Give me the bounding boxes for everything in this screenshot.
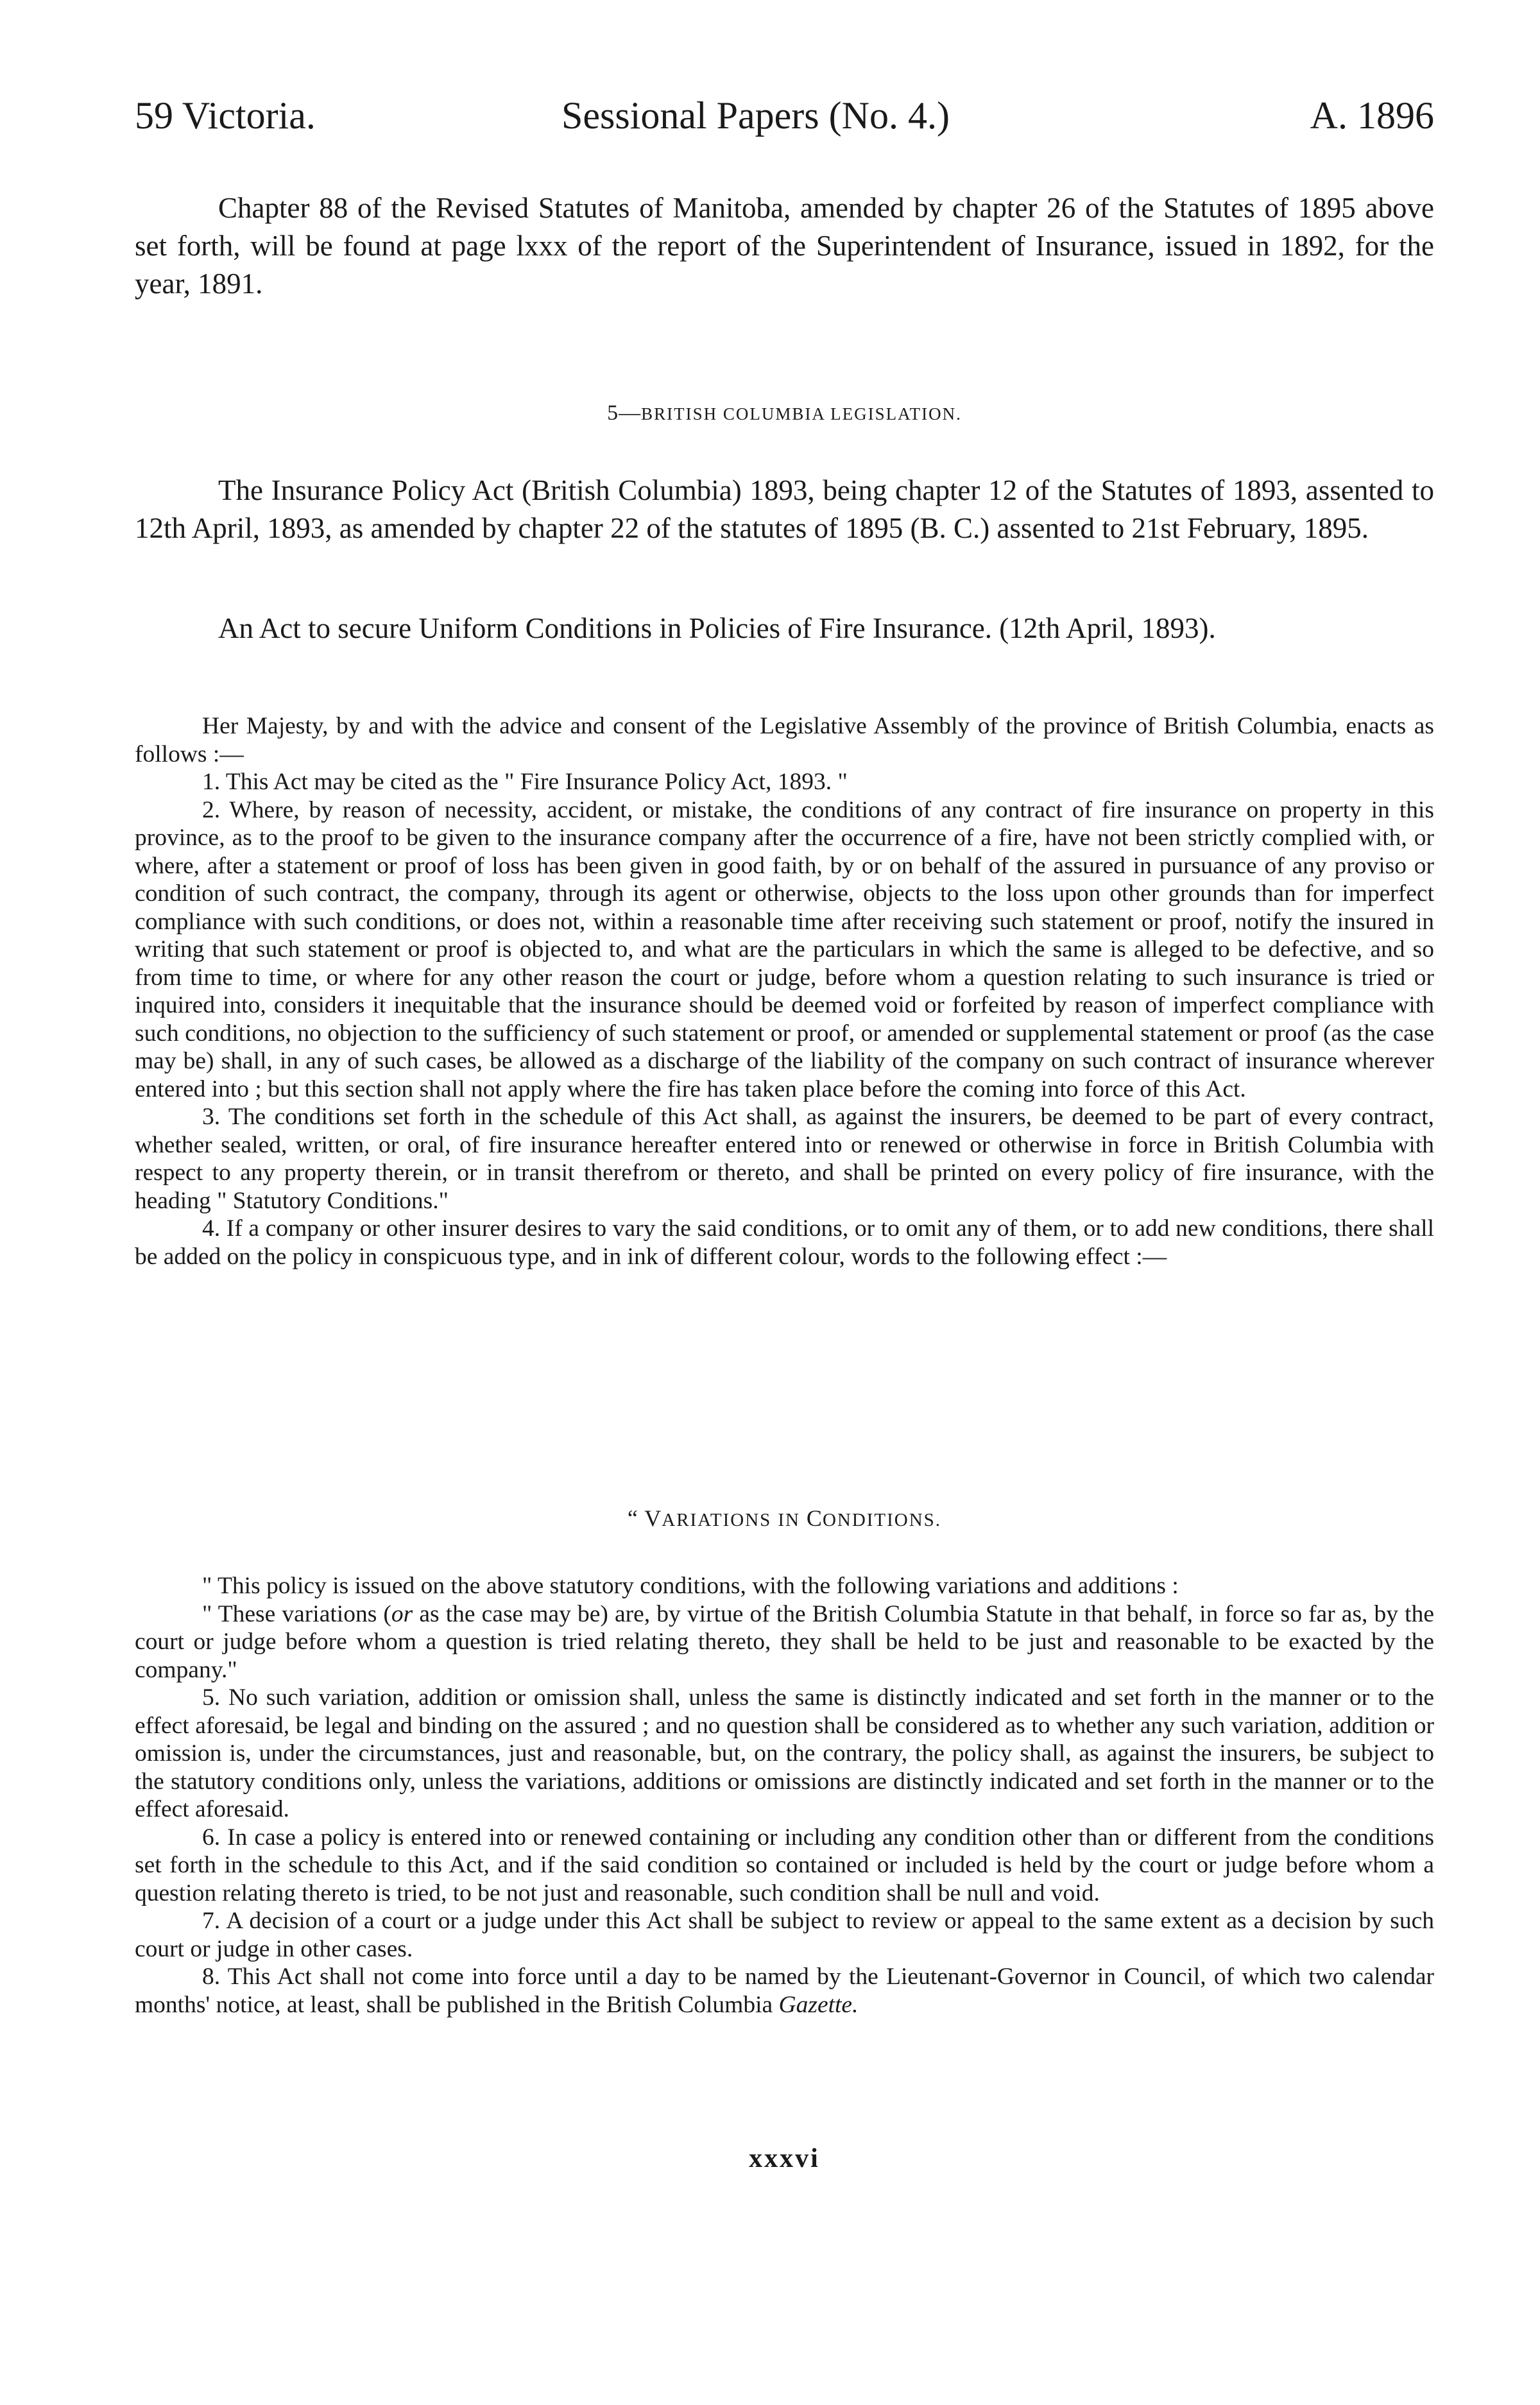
variations-word1-rest: ARIATIONS (662, 1510, 772, 1530)
running-header (135, 90, 1434, 141)
section-8-text: 8. This Act shall not come into force until a day to be named by the Lieutenant-Governor in Council, of which two calendar months' notice, at least, shall be published in the British Columbia (135, 1964, 1434, 2018)
section-8 (135, 1963, 1434, 2019)
act-title-block (135, 610, 1434, 647)
intro-paragraph-block (135, 189, 1434, 303)
variation-clause-2-start: " These variations ( (202, 1600, 391, 1627)
section-2: 2. Where, by reason of necessity, accident, or mistake, the conditions of any contract of fire insurance on property in this province, as to the proof to be given to the insurance company after the occurrence of a fire, have not been strictly complied with, or where, after a statement or proof of loss has been given in good faith, by or on behalf of the assured in pursuance of any proviso or condition of such contract, the company, through its agent or otherwise, objects to the loss upon other grounds than for imperfect compliance with such conditions, or does not, within a reasonable time after receiving such statement or proof, notify the insured in writing that such statement or proof is objected to, and what are the particulars in which the same is alleged to be defective, and so from time to time, or where for any other reason the court or judge, before whom a question relating to such insurance is tried or inquired into, considers it inequitable that the insurance should be deemed void or forfeited by reason of imperfect compliance with such conditions, no objection to the sufficiency of such statement or proof, or amended or supplemental statement or proof (as the case may be) shall, in any of such cases, be allowed as a discharge of the liability of the company on such contract of insurance wherever entered into ; but this section shall not apply where the fire has taken place before the coming into force of this Act. (135, 796, 1434, 1102)
act-description-block (135, 472, 1434, 547)
section-1: 1. This Act may be cited as the " Fire Insurance Policy Act, 1893. " (202, 769, 848, 795)
header-year: A. 1896 (1310, 94, 1434, 137)
act-title: An Act to secure Uniform Conditions in Policies of Fire Insurance. (12th April, 1893). (218, 612, 1216, 644)
variations-body (135, 1572, 1434, 2019)
act-body (135, 712, 1434, 1271)
variations-word2: IN (778, 1510, 800, 1530)
intro-paragraph: Chapter 88 of the Revised Statutes of Manitoba, amended by chapter 26 of the Statutes of 1895 above set forth, will be found at page lxxx of the report of the Superintendent of Insurance, issued in 1892, for the year, 1891. (135, 192, 1434, 300)
section-4: 4. If a company or other insurer desires to vary the said conditions, or to omit any of them, or to add new conditions, there shall be added on the policy in conspicuous type, and in ink of different colour, words to the following effect :— (135, 1215, 1434, 1270)
section-heading (135, 401, 1434, 425)
variations-heading (135, 1505, 1434, 1532)
section-title: BRITISH COLUMBIA LEGISLATION. (641, 404, 962, 424)
gazette-italic: Gazette. (778, 1991, 859, 2018)
section-number: 5— (607, 401, 642, 425)
header-title: Sessional Papers (No. 4.) (561, 94, 950, 137)
variations-word1-initial: V (644, 1505, 662, 1531)
section-3: 3. The conditions set forth in the schedule of this Act shall, as against the insurers, be deemed to be part of every contract, whether sealed, written, or oral, of fire insurance hereafter entered into or renewed or otherwise in force in British Columbia with respect to any property therein, or in transit therefrom or thereto, and shall be printed on every policy of fire insurance, with the heading " Statutory Conditions." (135, 1104, 1434, 1214)
page-number: xxxvi (749, 2144, 820, 2173)
section-5: 5. No such variation, addition or omission shall, unless the same is distinctly indicated and set forth in the manner or to the effect aforesaid, be legal and binding on the assured ; and no question shall be considered as to whether any such variation, addition or omission is, under the circumstances, just and reasonable, but, on the contrary, the policy shall, as against the insurers, be subject to the statutory conditions only, unless the variations, additions or omissions are distinctly indicated and set forth in the manner or to the effect aforesaid. (135, 1684, 1434, 1822)
variations-word3-rest: ONDITIONS. (822, 1510, 942, 1530)
enacting-clause: Her Majesty, by and with the advice and consent of the Legislative Assembly of the province of British Columbia, enacts as follows :— (135, 713, 1434, 767)
variation-clause-1: " This policy is issued on the above statutory conditions, with the following variations and additions : (202, 1573, 1179, 1599)
header-session: 59 Victoria. (135, 94, 316, 137)
section-6: 6. In case a policy is entered into or renewed containing or including any condition other than or different from the conditions set forth in the schedule to this Act, and if the said condition so contained or included is held by the court or judge before whom a question relating thereto is tried, to be not just and reasonable, such condition shall be null and void. (135, 1824, 1434, 1906)
act-description: The Insurance Policy Act (British Columbia) 1893, being chapter 12 of the Statutes of 1893, assented to 12th April, 1893, as amended by chapter 22 of the statutes of 1895 (B. C.) assented to 21st February, 1895. (135, 474, 1434, 544)
variations-open-quote: “ (627, 1505, 645, 1531)
variation-clause-2 (135, 1600, 1434, 1684)
variation-clause-2-end: as the case may be) are, by virtue of the British Columbia Statute in that behalf, in force so far as, by the court or judge before whom a question is tried relating thereto, they shall be held to be just and reasonable to be exacted by the company." (135, 1600, 1434, 1683)
section-7: 7. A decision of a court or a judge under this Act shall be subject to review or appeal to the same extent as a decision by such court or judge in other cases. (135, 1908, 1434, 1962)
variation-clause-2-italic: or (391, 1600, 413, 1627)
variations-word3-initial: C (806, 1505, 823, 1531)
